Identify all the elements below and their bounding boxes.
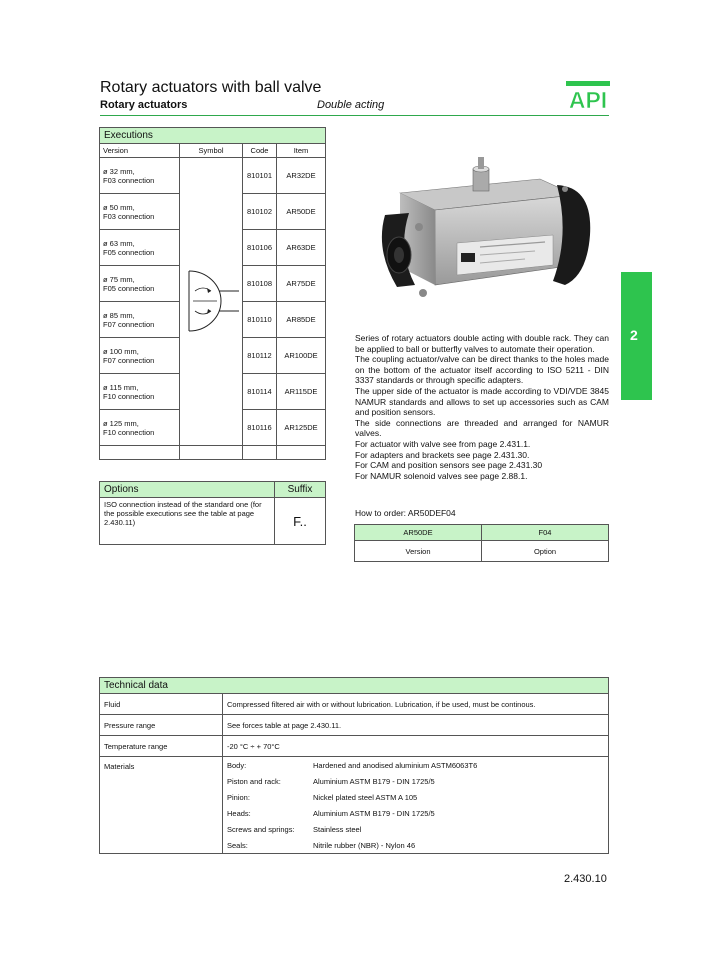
logo-text: API [568, 87, 608, 111]
order-code-option: F04 [482, 525, 609, 541]
executions-table [99, 127, 326, 460]
materials-label: Materials [100, 757, 223, 854]
temperature-value: -20 °C ÷ + 70°C [223, 736, 609, 757]
col-version: Version [100, 144, 180, 158]
version-cell: ø 75 mm, F05 connection [100, 266, 180, 302]
order-meaning-option: Option [482, 541, 609, 562]
version-cell: ø 100 mm, F07 connection [100, 338, 180, 374]
double-acting-actuator-symbol-icon [181, 261, 241, 341]
col-symbol: Symbol [180, 144, 243, 158]
code-cell: 810112 [243, 338, 277, 374]
version-cell: ø 50 mm, F03 connection [100, 194, 180, 230]
order-code-table [354, 524, 609, 562]
version-cell: ø 115 mm, F10 connection [100, 374, 180, 410]
executions-title: Executions [100, 128, 326, 144]
material-row: Piston and rack: Aluminium ASTM B179 - DIN 1725/5 [227, 776, 435, 786]
rotary-actuator-photo [375, 155, 605, 310]
fluid-label: Fluid [100, 694, 223, 715]
empty-cell [277, 446, 326, 460]
item-cell: AR115DE [277, 374, 326, 410]
options-title: Options [100, 482, 275, 498]
item-cell: AR63DE [277, 230, 326, 266]
temperature-label: Temperature range [100, 736, 223, 757]
description-paragraph: The coupling actuator/valve can be direct thanks to the holes made on the bottom of the actuator itself according to ISO 5211 - DIN 3337 standards or through specific adapters. [355, 354, 609, 386]
api-logo [566, 81, 610, 111]
item-cell: AR75DE [277, 266, 326, 302]
order-code-version: AR50DE [355, 525, 482, 541]
fluid-value: Compressed filtered air with or without lubrication. Lubrication, if be used, must be continous. [223, 694, 609, 715]
material-row: Heads: Aluminium ASTM B179 - DIN 1725/5 [227, 808, 435, 818]
order-meaning-version: Version [355, 541, 482, 562]
code-cell: 810106 [243, 230, 277, 266]
header-divider [100, 115, 609, 116]
empty-cell [180, 446, 243, 460]
code-cell: 810114 [243, 374, 277, 410]
code-cell: 810108 [243, 266, 277, 302]
version-cell: ø 125 mm, F10 connection [100, 410, 180, 446]
option-description: ISO connection instead of the standard one (for the possible executions see the table at page 2.430.11) [100, 498, 275, 545]
description-paragraph: For CAM and position sensors see page 2.431.30 [355, 460, 543, 471]
description-paragraph: For adapters and brackets see page 2.431.30. [355, 449, 530, 460]
description-paragraph: The upper side of the actuator is made according to VDI/VDE 3845 NAMUR standards and allows to set up accessories such as CAM and position sensors. [355, 385, 609, 418]
option-suffix: F.. [275, 498, 326, 545]
version-cell: ø 32 mm, F03 connection [100, 158, 180, 194]
item-cell: AR85DE [277, 302, 326, 338]
page-number: 2.430.10 [564, 873, 607, 885]
pressure-value: See forces table at page 2.430.11. [223, 715, 609, 736]
version-cell: ø 63 mm, F05 connection [100, 230, 180, 266]
technical-data-title: Technical data [100, 678, 609, 694]
materials-list [223, 757, 609, 854]
chapter-tab [621, 272, 652, 400]
item-cell: AR32DE [277, 158, 326, 194]
item-cell: AR125DE [277, 410, 326, 446]
pressure-label: Pressure range [100, 715, 223, 736]
version-cell: ø 85 mm, F07 connection [100, 302, 180, 338]
material-row: Seals: Nitrile rubber (NBR) - Nylon 46 [227, 840, 416, 850]
suffix-header: Suffix [275, 482, 326, 498]
options-table [99, 481, 326, 545]
code-cell: 810101 [243, 158, 277, 194]
col-code: Code [243, 144, 277, 158]
description-paragraph: Series of rotary actuators double acting with double rack. They can be applied to ball or butterfly valves to automate their operation. [355, 333, 609, 354]
description-paragraph: The side connections are threaded and arranged for NAMUR valves. [355, 417, 609, 439]
col-item: Item [277, 144, 326, 158]
code-cell: 810102 [243, 194, 277, 230]
code-cell: 810110 [243, 302, 277, 338]
section-variant: Double acting [317, 99, 385, 111]
description-paragraph: For NAMUR solenoid valves see page 2.88.1. [355, 470, 528, 481]
empty-cell [243, 446, 277, 460]
actuator-symbol-cell [180, 158, 243, 446]
material-row: Body: Hardened and anodised aluminium ASTM6063T6 [227, 760, 478, 770]
item-cell: AR100DE [277, 338, 326, 374]
code-cell: 810116 [243, 410, 277, 446]
chapter-number: 2 [630, 327, 638, 343]
material-row: Screws and springs: Stainless steel [227, 824, 362, 834]
how-to-order-label: How to order: AR50DEF04 [355, 508, 456, 518]
material-row: Pinion: Nickel plated steel ASTM A 105 [227, 792, 418, 802]
section-subtitle: Rotary actuators [100, 99, 188, 111]
description-paragraph: For actuator with valve see from page 2.431.1. [355, 438, 531, 449]
product-description [355, 333, 609, 481]
technical-data-table [99, 677, 609, 854]
page-title: Rotary actuators with ball valve [100, 79, 322, 96]
empty-cell [100, 446, 180, 460]
item-cell: AR50DE [277, 194, 326, 230]
